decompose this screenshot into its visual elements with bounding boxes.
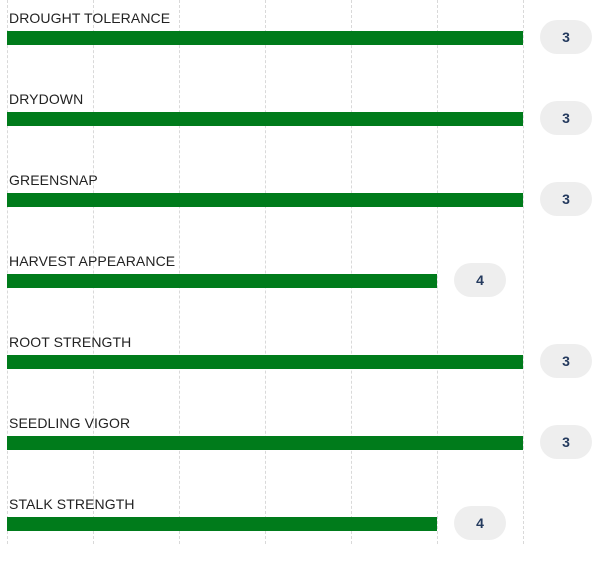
rating-badge: 3 bbox=[540, 344, 592, 378]
rating-badge: 4 bbox=[454, 263, 506, 297]
bar-track bbox=[7, 517, 523, 531]
rating-badge: 3 bbox=[540, 20, 592, 54]
trait-row bbox=[0, 324, 605, 405]
trait-label: SEEDLING VIGOR bbox=[9, 415, 131, 431]
rating-bar bbox=[7, 436, 523, 450]
trait-label: GREENSNAP bbox=[9, 172, 98, 188]
trait-label: ROOT STRENGTH bbox=[9, 334, 132, 350]
trait-row bbox=[0, 486, 605, 567]
trait-row bbox=[0, 405, 605, 486]
trait-label: DRYDOWN bbox=[9, 91, 84, 107]
trait-label: HARVEST APPEARANCE bbox=[9, 253, 176, 269]
trait-row bbox=[0, 162, 605, 243]
rating-badge: 3 bbox=[540, 425, 592, 459]
rating-bar bbox=[7, 112, 523, 126]
trait-row bbox=[0, 0, 605, 81]
rating-badge: 3 bbox=[540, 101, 592, 135]
rating-badge: 4 bbox=[454, 506, 506, 540]
trait-label: STALK STRENGTH bbox=[9, 496, 135, 512]
trait-row bbox=[0, 81, 605, 162]
trait-row bbox=[0, 243, 605, 324]
bar-track bbox=[7, 31, 523, 45]
rating-bar bbox=[7, 31, 523, 45]
rating-badge: 3 bbox=[540, 182, 592, 216]
trait-label: DROUGHT TOLERANCE bbox=[9, 10, 171, 26]
bar-track bbox=[7, 112, 523, 126]
rating-bar bbox=[7, 193, 523, 207]
bar-track bbox=[7, 355, 523, 369]
bar-track bbox=[7, 193, 523, 207]
bar-track bbox=[7, 274, 523, 288]
rating-bar bbox=[7, 517, 437, 531]
rating-bar bbox=[7, 274, 437, 288]
rating-bar bbox=[7, 355, 523, 369]
bar-track bbox=[7, 436, 523, 450]
